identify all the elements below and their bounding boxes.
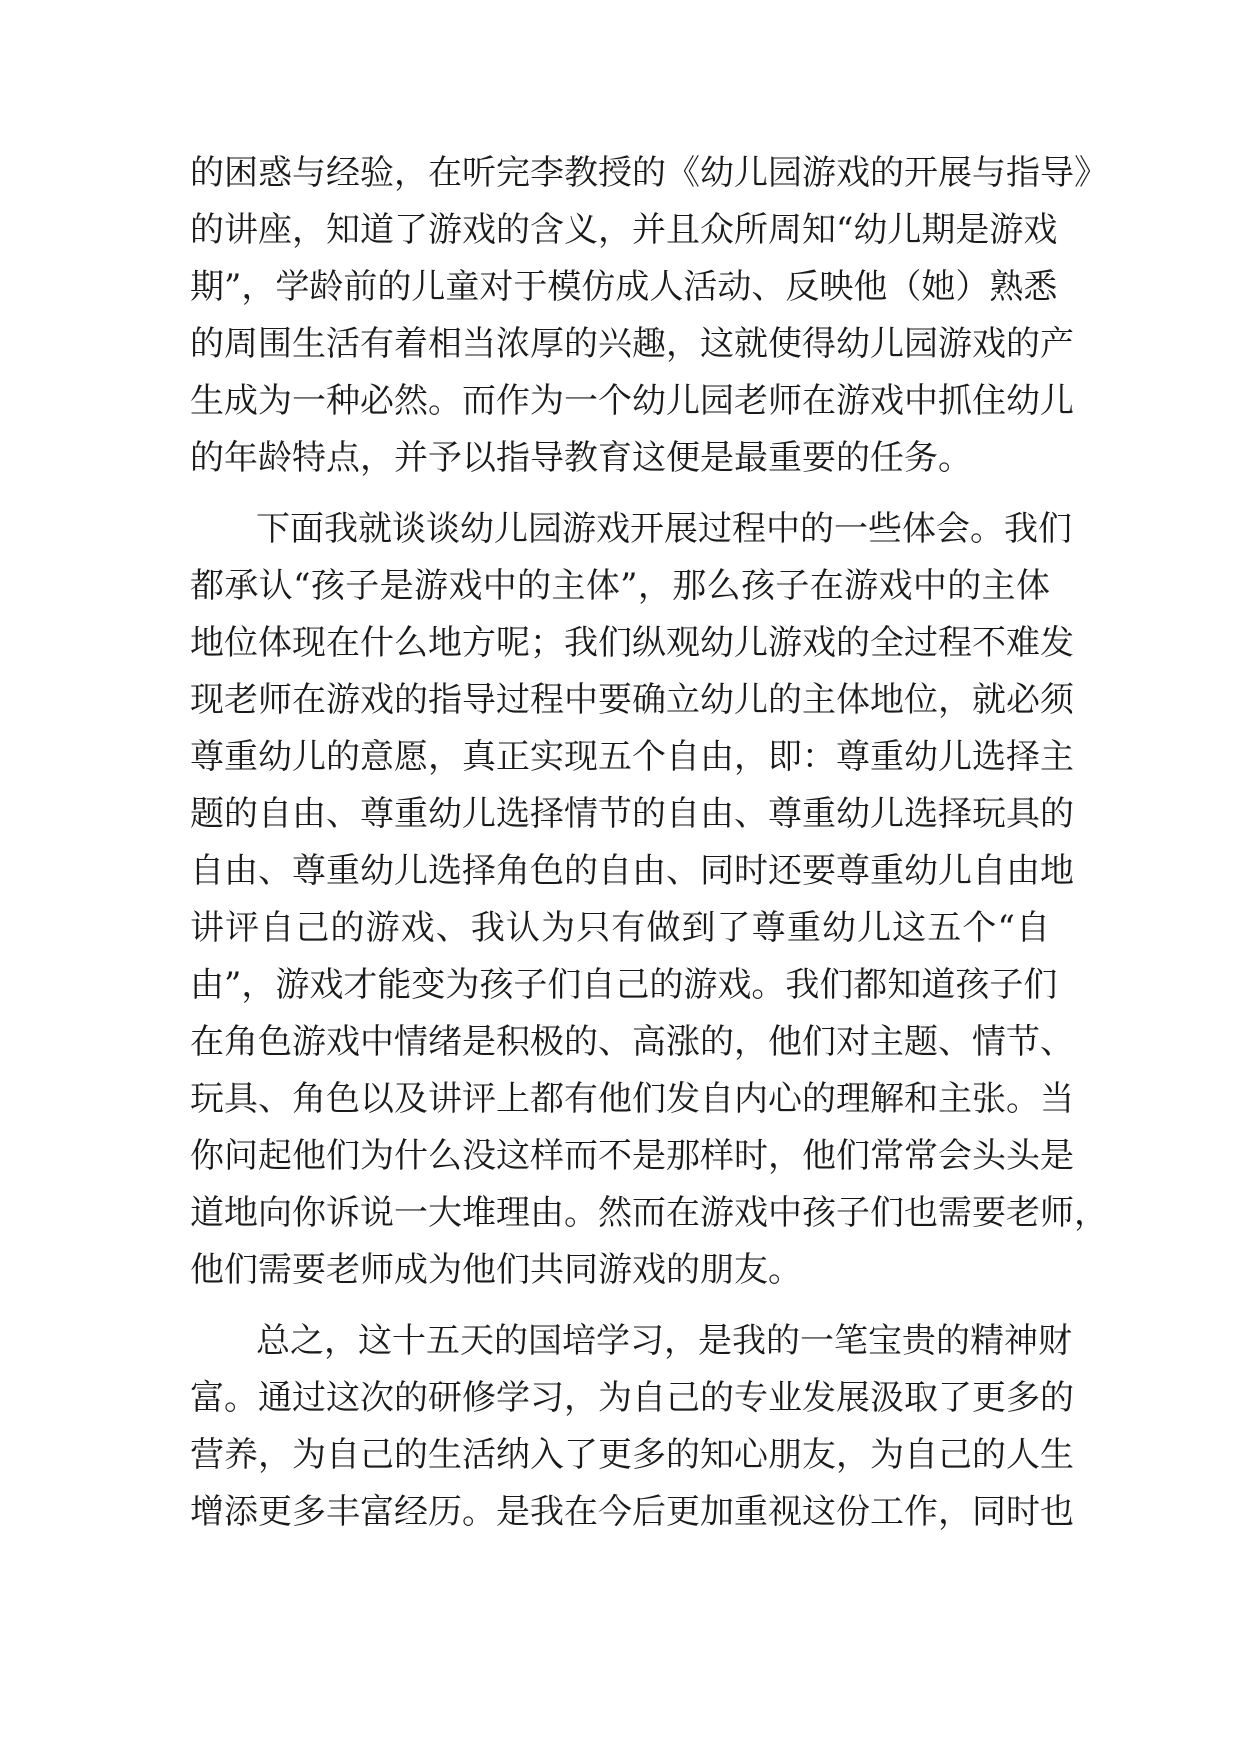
text-line: 下面我就谈谈幼儿园游戏开展过程中的一些体会。我们 xyxy=(256,509,1072,549)
text-line: 增添更多丰富经历。是我在今后更加重视这份工作，同时也 xyxy=(190,1492,1074,1532)
text-line: 他们需要老师成为他们共同游戏的朋友。 xyxy=(190,1250,802,1290)
text-line: 生成为一种必然。而作为一个幼儿园老师在游戏中抓住幼儿 xyxy=(190,381,1074,421)
text-line: 的年龄特点，并予以指导教育这便是最重要的任务。 xyxy=(190,438,972,478)
text-line: 在角色游戏中情绪是积极的、高涨的，他们对主题、情节、 xyxy=(190,1022,1074,1062)
text-line: 都承认“孩子是游戏中的主体”，那么孩子在游戏中的主体 xyxy=(190,566,1050,606)
text-line: 道地向你诉说一大堆理由。然而在游戏中孩子们也需要老师， xyxy=(190,1193,1108,1233)
text-line: 地位体现在什么地方呢；我们纵观幼儿游戏的全过程不难发 xyxy=(190,623,1074,663)
text-line: 营养，为自己的生活纳入了更多的知心朋友，为自己的人生 xyxy=(190,1435,1074,1475)
text-line: 总之，这十五天的国培学习，是我的一笔宝贵的精神财 xyxy=(256,1321,1072,1361)
text-line: 由”，游戏才能变为孩子们自己的游戏。我们都知道孩子们 xyxy=(190,965,1058,1005)
text-line: 的讲座，知道了游戏的含义，并且众所周知“幼儿期是游戏 xyxy=(190,210,1058,250)
text-line: 题的自由、尊重幼儿选择情节的自由、尊重幼儿选择玩具的 xyxy=(190,794,1074,834)
text-line: 玩具、角色以及讲评上都有他们发自内心的理解和主张。当 xyxy=(190,1079,1074,1119)
text-line: 现老师在游戏的指导过程中要确立幼儿的主体地位，就必须 xyxy=(190,680,1074,720)
text-line: 期”，学龄前的儿童对于模仿成人活动、反映他（她）熟悉 xyxy=(190,267,1058,307)
text-line: 的周围生活有着相当浓厚的兴趣，这就使得幼儿园游戏的产 xyxy=(190,324,1074,364)
text-line: 尊重幼儿的意愿，真正实现五个自由，即：尊重幼儿选择主 xyxy=(190,737,1074,777)
text-line: 富。通过这次的研修学习，为自己的专业发展汲取了更多的 xyxy=(190,1378,1074,1418)
text-line: 自由、尊重幼儿选择角色的自由、同时还要尊重幼儿自由地 xyxy=(190,851,1074,891)
text-line: 的困惑与经验，在听完李教授的《幼儿园游戏的开展与指导》 xyxy=(190,153,1108,193)
text-line: 讲评自己的游戏、我认为只有做到了尊重幼儿这五个“自 xyxy=(190,908,1050,948)
text-line: 你问起他们为什么没这样而不是那样时，他们常常会头头是 xyxy=(190,1136,1074,1176)
